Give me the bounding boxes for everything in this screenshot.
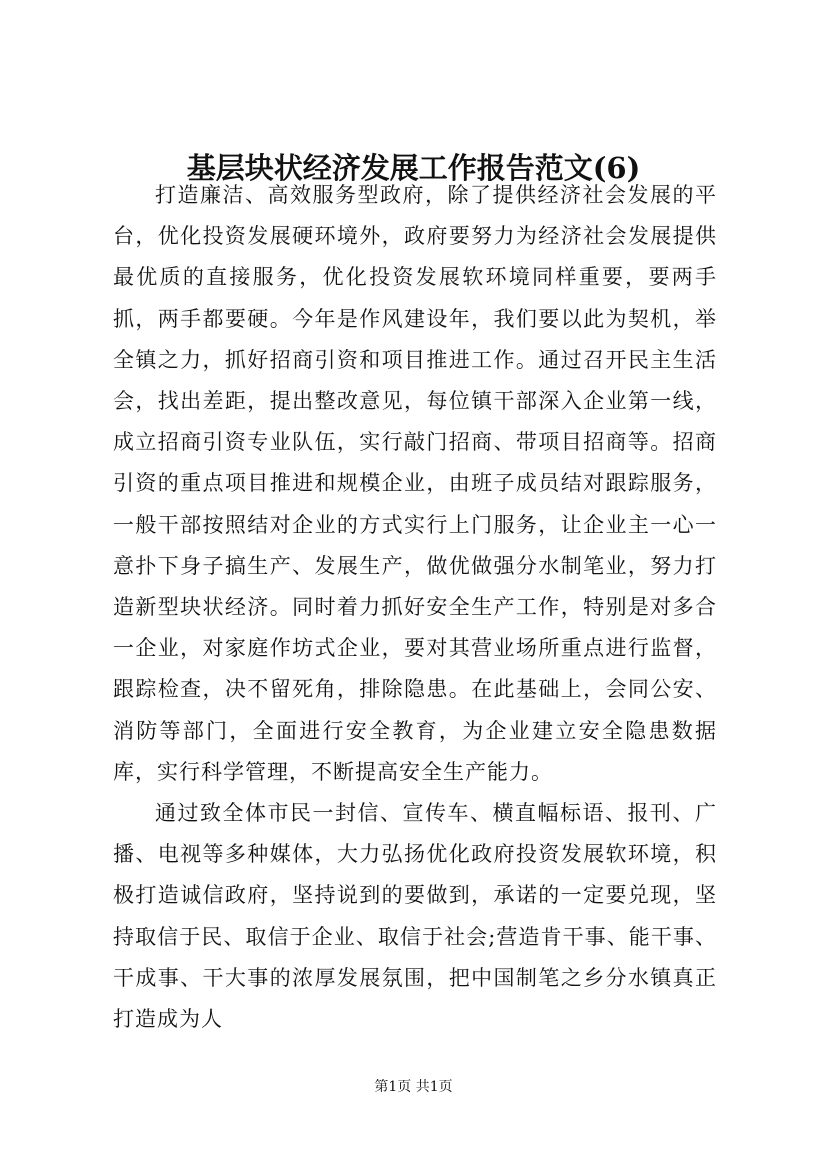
document-title: 基层块状经济发展工作报告范文(6) — [186, 151, 641, 185]
paragraph-1: 打造廉洁、高效服务型政府，除了提供经济社会发展的平台，优化投资发展硬环境外，政府要努力为经济社会发展提供最优质的直接服务，优化投资发展软环境同样重要，要两手抓，两手都要硬。今年是作风建设年，我们要以此为契机，举全镇之力，抓好招商引资和项目推进工作。通过召开民主生活会，找出差距，提出整改意见，每位镇干部深入企业第一线，成立招商引资专业队伍，实行敲门招商、带项目招商等。招商引资的重点项目推进和规模企业，由班子成员结对跟踪服务，一般干部按照结对企业的方式实行上门服务，让企业主一心一意扑下身子搞生产、发展生产，做优做强分水制笔业，努力打造新型块状经济。同时着力抓好安全生产工作，特别是对多合一企业，对家庭作坊式企业，要对其营业场所重点进行监督，跟踪检查，决不留死角，排除隐患。在此基础上，会同公安、消防等部门，全面进行安全教育，为企业建立安全隐患数据库，实行科学管理，不断提高安全生产能力。 — [113, 183, 717, 784]
paragraph-2: 通过致全体市民一封信、宣传车、横直幅标语、报刊、广播、电视等多种媒体，大力弘扬优化政府投资发展软环境，积极打造诚信政府，坚持说到的要做到，承诺的一定要兑现，坚持取信于民、取信于企业、取信于社会;营造肯干事、能干事、干成事、干大事的浓厚发展氛围，把中国制笔之乡分水镇真正打造成为人 — [113, 801, 717, 1032]
page-footer: 第1页 共1页 — [374, 1079, 453, 1095]
document-body — [113, 175, 717, 1040]
